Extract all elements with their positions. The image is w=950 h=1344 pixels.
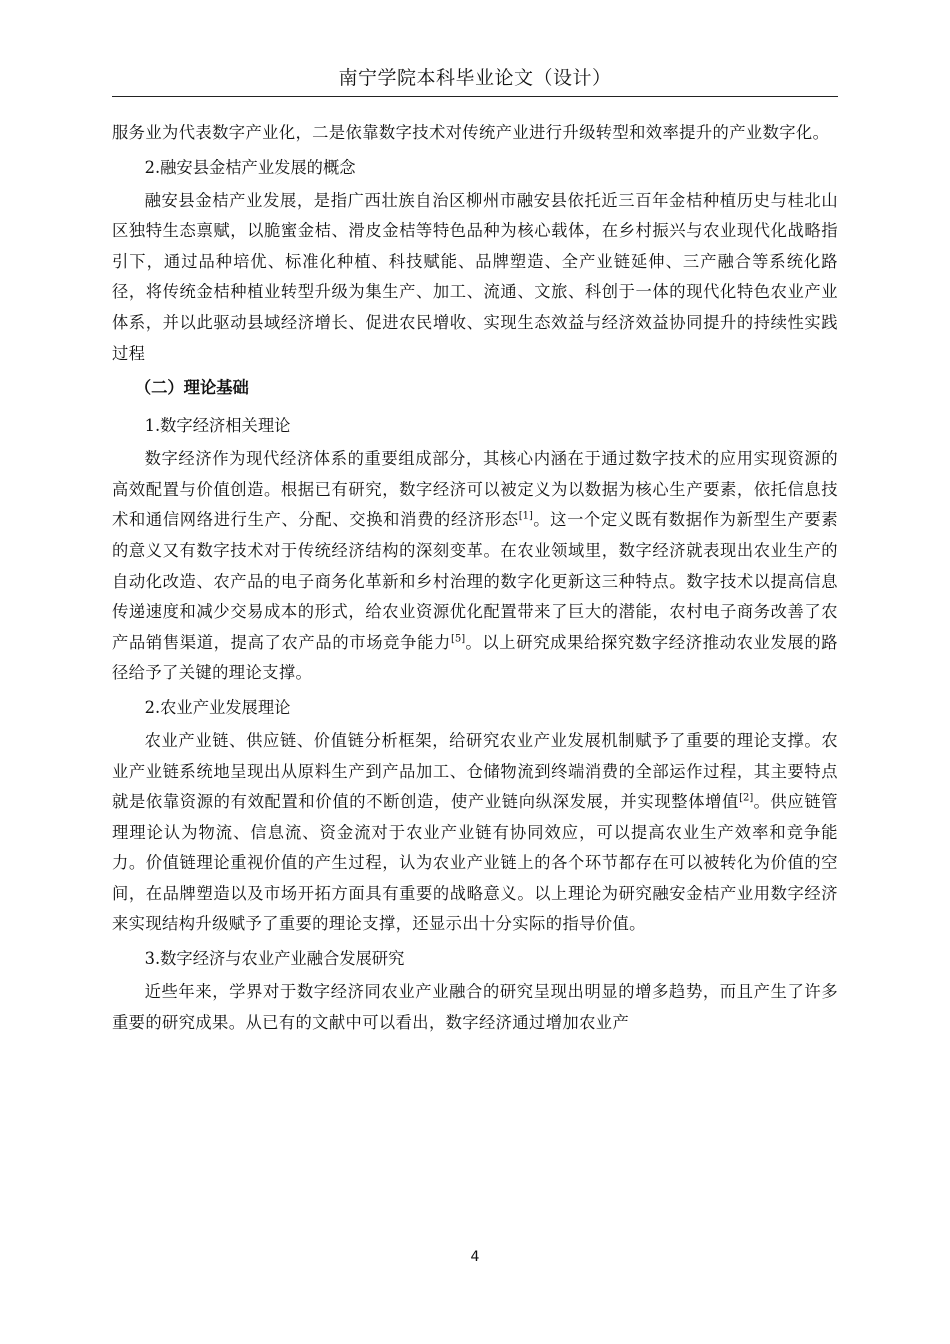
citation-ref: [1] xyxy=(518,510,533,522)
section-heading-theory: （二）理论基础 xyxy=(134,378,249,398)
paragraph-jinju-concept: 融安县金桔产业发展，是指广西壮族自治区柳州市融安县依托近三百年金桔种植历史与桂北山区独特生态禀赋，以脆蜜金桔、滑皮金桔等特色品种为核心载体，在乡村振兴与农业现代化战略指引下，通过品种培优、标准化种植、科技赋能、品牌塑造、全产业链延伸、三产融合等系统化路径，将传统金桔种植业转型升级为集生产、加工、流通、文旅、科创于一体的现代化特色农业产业体系，并以此驱动县域经济增长、促进农民增收、实现生态效益与经济效益协同提升的持续性实践过程 xyxy=(112,190,838,363)
section-heading-agri-theory: 2.农业产业发展理论 xyxy=(144,697,291,717)
paragraph-text: 。这一个定义既有数据作为新型生产要素的意义又有数字技术对于传统经济结构的深刻变革。在农业领域里，数字经济就表现出农业生产的自动化改造、农产品的电子商务化革新和乡村治理的数字化更新这三种特点。数字技术以提高信息传递速度和减少交易成本的形式，给农业资源优化配置带来了巨大的潜能，农村电子商务改善了农产品销售渠道，提高了农产品的市场竞争能力 xyxy=(112,510,839,652)
paragraph-fusion: 近些年来，学界对于数字经济同农业产业融合的研究呈现出明显的增多趋势，而且产生了许多重要的研究成果。从已有的文献中可以看出，数字经济通过增加农业产 xyxy=(112,982,838,1032)
section-heading-digital-economy: 1.数字经济相关理论 xyxy=(144,416,291,436)
page-header xyxy=(112,60,838,97)
page-number: 4 xyxy=(470,1249,480,1265)
citation-ref: [2] xyxy=(739,792,754,804)
paragraph-agri-theory xyxy=(112,726,838,940)
paragraph-continued: 服务业为代表数字产业化，二是依靠数字技术对传统产业进行升级转型和效率提升的产业数字化。 xyxy=(112,123,830,142)
section-heading-fusion: 3.数字经济与农业产业融合发展研究 xyxy=(144,949,405,969)
citation-ref: [5] xyxy=(450,633,466,645)
paragraph-text: 数字经济作为现代经济体系的重要组成部分，其核心内涵在于通过数字技术的应用实现资源的高效配置与价值创造。根据已有研究，数字经济可以被定义为以数据为核心生产要素，依托信息技术和通信网络进行生产、分配、交换和消费的经济形态 xyxy=(112,449,838,530)
header-title: 南宁学院本科毕业论文（设计） xyxy=(338,67,612,89)
document-body xyxy=(112,118,838,1038)
paragraph-text: 。以上研究成果给探究数字经济推动农业发展的路径给予了关键的理论支撑。 xyxy=(112,632,838,683)
paragraph-text: 农业产业链、供应链、价值链分析框架，给研究农业产业发展机制赋予了重要的理论支撑。农业产业链系统地呈现出从原料生产到产品加工、仓储物流到终端消费的全部运作过程，其主要特点就是依靠资源的有效配置和价值的不断创造，使产业链向纵深发展，并实现整体增值 xyxy=(112,730,838,812)
section-heading-2: 2.融安县金桔产业发展的概念 xyxy=(144,157,356,177)
paragraph-digital-economy xyxy=(112,444,838,689)
paragraph-text: 。供应链管理理论认为物流、信息流、资金流对于农业产业链有协同效应，可以提高农业生产效率和竞争能力。价值链理论重视价值的产生过程，认为农业产业链上的各个环节都存在可以被转化为价值的空间，在品牌塑造以及市场开拓方面具有重要的战略意义。以上理论为研究融安金桔产业用数字经济来实现结构升级赋予了重要的理论支撑，还显示出十分实际的指导价值。 xyxy=(112,792,838,934)
